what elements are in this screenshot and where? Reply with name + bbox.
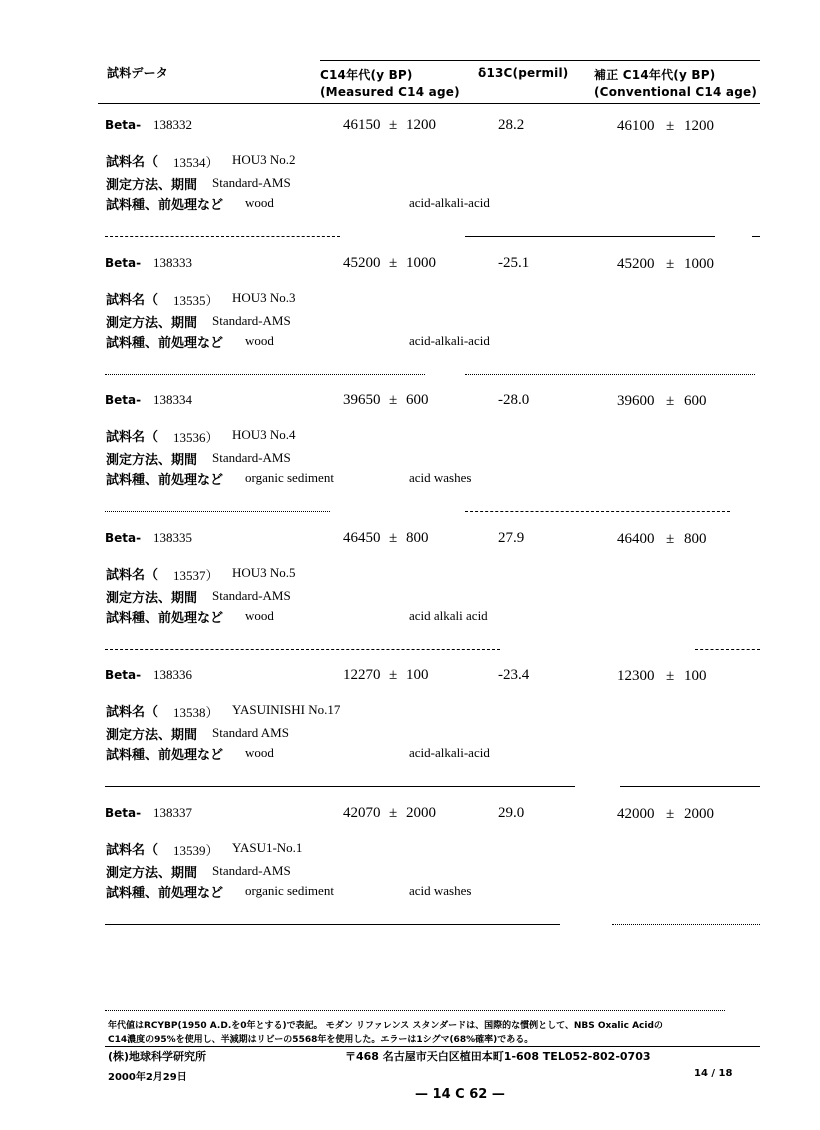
sample-separator — [695, 649, 760, 650]
sample-number: 13536） — [173, 430, 219, 445]
measured-pm: ± — [389, 254, 398, 271]
conventional-pm: ± — [666, 805, 675, 822]
sample-name: YASUINISHI No.17 — [232, 702, 341, 717]
header-measured-age: C14年代(y BP) — [320, 68, 413, 82]
sample-name-label: 試料名（ — [106, 567, 159, 583]
sample-separator — [465, 236, 715, 237]
delta13c-value: -28.0 — [498, 392, 530, 408]
method-label: 測定方法、期間 — [106, 315, 198, 331]
beta-prefix: Beta- — [105, 118, 142, 132]
pretreatment: acid-alkali-acid — [409, 195, 490, 210]
beta-prefix: Beta- — [105, 255, 142, 270]
beta-prefix: Beta- — [105, 668, 142, 682]
sample-type: wood — [245, 195, 274, 210]
conventional-pm: ± — [666, 668, 675, 684]
method-label: 測定方法、期間 — [106, 865, 198, 881]
sample-name: HOU3 No.2 — [232, 152, 296, 167]
type-label: 試料種、前処理など — [106, 473, 224, 488]
type-label: 試料種、前処理など — [106, 748, 224, 763]
measured-age: 45200 — [343, 254, 381, 271]
beta-id: 138332 — [153, 117, 192, 132]
method-value: Standard AMS — [212, 725, 289, 740]
conventional-age: 42000 — [617, 805, 655, 822]
conventional-pm: ± — [666, 255, 675, 272]
type-label: 試料種、前処理など — [106, 198, 224, 213]
delta13c-value: 28.2 — [498, 117, 525, 133]
conventional-age: 46100 — [617, 118, 655, 134]
footer-date: 2000年2月29日 — [108, 1072, 187, 1083]
sample-separator — [620, 786, 760, 787]
delta13c-value: 29.0 — [498, 804, 525, 821]
sample-separator — [105, 924, 560, 925]
sample-type: wood — [245, 332, 274, 348]
sample-number: 13535） — [173, 292, 219, 308]
footer-page-count: 14 / 18 — [694, 1068, 733, 1079]
footer-note-line2: C14濃度の95%を使用し、半減期はリビーの5568年を使用した。エラーは1シグマ(68%確率)である。 — [108, 1035, 534, 1045]
pretreatment: acid washes — [409, 882, 472, 898]
sample-separator — [105, 236, 340, 237]
header-conventional-age-en: (Conventional C14 age) — [594, 85, 758, 99]
sample-separator — [105, 649, 500, 650]
sample-name-label: 試料名（ — [106, 430, 159, 445]
delta13c-value: 27.9 — [498, 529, 525, 546]
sample-type: organic sediment — [245, 882, 334, 898]
measured-age: 12270 — [343, 667, 381, 683]
type-label: 試料種、前処理など — [106, 335, 224, 351]
sample-type: organic sediment — [245, 470, 334, 485]
conventional-age: 45200 — [617, 255, 655, 272]
measured-error: 100 — [406, 667, 429, 683]
beta-id: 138334 — [153, 392, 192, 407]
conventional-age: 39600 — [617, 393, 655, 409]
conventional-error: 1200 — [684, 118, 714, 134]
sample-number: 13538） — [173, 705, 219, 720]
conventional-pm: ± — [666, 393, 675, 409]
sample-name: HOU3 No.3 — [232, 289, 296, 305]
header-measured-age-en: (Measured C14 age) — [320, 85, 460, 99]
measured-age: 39650 — [343, 392, 381, 408]
sample-separator — [612, 924, 760, 925]
pretreatment: acid alkali acid — [409, 607, 488, 623]
conventional-error: 2000 — [684, 805, 714, 822]
footer-address: 〒468 名古屋市天白区植田本町1-608 TEL052-802-0703 — [345, 1050, 651, 1063]
conventional-error: 1000 — [684, 255, 714, 272]
method-label: 測定方法、期間 — [106, 590, 198, 606]
beta-prefix: Beta- — [105, 805, 142, 820]
sample-separator — [105, 511, 330, 512]
conventional-error: 100 — [684, 668, 707, 684]
conventional-pm: ± — [666, 530, 675, 547]
type-label: 試料種、前処理など — [106, 885, 224, 901]
sample-number: 13534） — [173, 155, 219, 170]
sample-separator — [105, 374, 425, 375]
measured-age: 46150 — [343, 117, 381, 133]
sample-name-label: 試料名（ — [106, 155, 159, 170]
delta13c-value: -25.1 — [498, 254, 530, 271]
beta-id: 138335 — [153, 529, 192, 545]
type-label: 試料種、前処理など — [106, 610, 224, 626]
measured-age: 46450 — [343, 529, 381, 546]
footer-top-rule — [105, 1010, 725, 1011]
measured-error: 2000 — [406, 804, 436, 821]
header-sample-data: 試料データ — [107, 66, 169, 80]
sample-name-label: 試料名（ — [106, 705, 159, 720]
conventional-error: 600 — [684, 393, 707, 409]
beta-prefix: Beta- — [105, 393, 142, 407]
measured-pm: ± — [389, 804, 398, 821]
header-bottom-rule — [98, 103, 760, 104]
footer-page-code: — 14 C 62 — — [415, 1087, 505, 1102]
pretreatment: acid-alkali-acid — [409, 332, 490, 348]
sample-name: HOU3 No.4 — [232, 427, 296, 442]
measured-pm: ± — [389, 529, 398, 546]
conventional-age: 46400 — [617, 530, 655, 547]
beta-id: 138336 — [153, 667, 192, 682]
method-label: 測定方法、期間 — [106, 728, 198, 743]
sample-separator — [465, 374, 755, 375]
sample-number: 13537） — [173, 567, 219, 583]
pretreatment: acid washes — [409, 470, 472, 485]
method-value: Standard-AMS — [212, 862, 291, 878]
sample-name-label: 試料名（ — [106, 842, 159, 858]
sample-type: wood — [245, 745, 274, 760]
sample-separator — [752, 236, 760, 237]
method-value: Standard-AMS — [212, 450, 291, 465]
method-label: 測定方法、期間 — [106, 453, 198, 468]
header-conventional-age: 補正 C14年代(y BP) — [594, 68, 716, 82]
conventional-error: 800 — [684, 530, 707, 547]
footer-rule — [105, 1046, 760, 1047]
measured-error: 1000 — [406, 254, 436, 271]
footer-note-line1: 年代値はRCYBP(1950 A.D.を0年とする)で表記。 モダン リファレンス スタンダードは、国際的な慣例として、NBS Oxalic Acidの — [108, 1021, 663, 1031]
measured-error: 600 — [406, 392, 429, 408]
sample-separator — [465, 511, 730, 512]
beta-id: 138337 — [153, 804, 192, 820]
header-top-rule — [320, 60, 760, 61]
sample-separator — [105, 786, 575, 787]
measured-pm: ± — [389, 667, 398, 683]
measured-pm: ± — [389, 117, 398, 133]
method-value: Standard-AMS — [212, 587, 291, 603]
measured-error: 800 — [406, 529, 429, 546]
sample-name: YASU1-No.1 — [232, 839, 303, 855]
measured-age: 42070 — [343, 804, 381, 821]
conventional-pm: ± — [666, 118, 675, 134]
beta-prefix: Beta- — [105, 530, 142, 545]
beta-id: 138333 — [153, 254, 192, 270]
sample-type: wood — [245, 607, 274, 623]
measured-error: 1200 — [406, 117, 436, 133]
method-value: Standard-AMS — [212, 175, 291, 190]
sample-number: 13539） — [173, 842, 219, 858]
conventional-age: 12300 — [617, 668, 655, 684]
pretreatment: acid-alkali-acid — [409, 745, 490, 760]
footer-company: (株)地球科学研究所 — [108, 1050, 207, 1063]
sample-name-label: 試料名（ — [106, 292, 159, 308]
method-label: 測定方法、期間 — [106, 178, 198, 193]
measured-pm: ± — [389, 392, 398, 408]
sample-name: HOU3 No.5 — [232, 564, 296, 580]
delta13c-value: -23.4 — [498, 667, 530, 683]
header-delta13c: δ13C(permil) — [478, 66, 569, 80]
method-value: Standard-AMS — [212, 312, 291, 328]
